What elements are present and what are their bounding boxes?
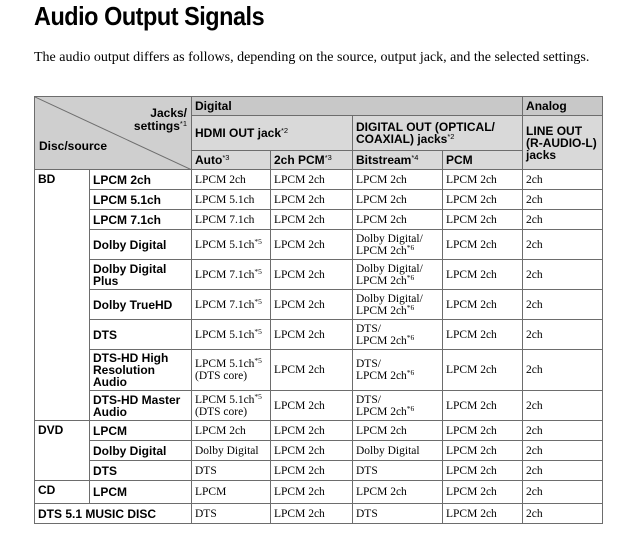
bitstream-cell: DTS <box>353 504 443 524</box>
auto-cell: LPCM $5.1ch^{*5}$ (DTS core) <box>192 391 271 421</box>
bitstream-cell: Dolby Digital/ LPCM $2ch^{*6}$ <box>353 230 443 260</box>
pcm-cell: LPCM 2ch <box>443 320 523 350</box>
pcm-cell: LPCM 2ch <box>443 350 523 391</box>
pcm-cell: LPCM 2ch <box>443 190 523 210</box>
auto-header: Auto$^{*3}$ <box>192 151 271 170</box>
line-out-cell: 2ch <box>523 230 603 260</box>
table-row <box>35 290 603 320</box>
line-out-cell: 2ch <box>523 350 603 391</box>
table-row <box>35 260 603 290</box>
source-cell: DTS-HD Master Audio <box>90 391 192 421</box>
table-row <box>35 461 603 481</box>
line-out-cell: 2ch <box>523 461 603 481</box>
pcm2ch-cell: LPCM 2ch <box>271 481 353 504</box>
source-cell: Dolby Digital <box>90 230 192 260</box>
pcm-header: PCM <box>443 151 523 170</box>
line-out-cell: 2ch <box>523 481 603 504</box>
pcm-cell: LPCM 2ch <box>443 230 523 260</box>
source-cell: DTS <box>90 320 192 350</box>
source-cell: LPCM <box>90 421 192 441</box>
line-out-cell: 2ch <box>523 290 603 320</box>
source-cell: DTS <box>90 461 192 481</box>
auto-cell: LPCM $7.1ch^{*5}$ <box>192 260 271 290</box>
table-row <box>35 230 603 260</box>
hdmi-out-header: HDMI OUT jack$^{*2}$ <box>192 116 353 151</box>
source-cell: Dolby Digital Plus <box>90 260 192 290</box>
line-out-cell: 2ch <box>523 190 603 210</box>
header-diagonal-cell <box>35 97 192 170</box>
line-out-cell: 2ch <box>523 421 603 441</box>
table-row <box>35 210 603 230</box>
table-row <box>35 320 603 350</box>
table-row <box>35 170 603 190</box>
line-out-cell: 2ch <box>523 170 603 190</box>
pcm-cell: LPCM 2ch <box>443 170 523 190</box>
table-row <box>35 481 603 504</box>
intro-paragraph: The audio output differs as follows, depending on the source, output jack, and the selected settings. <box>34 50 590 65</box>
bitstream-cell: LPCM 2ch <box>353 210 443 230</box>
auto-cell: LPCM 5.1ch <box>192 190 271 210</box>
analog-header: Analog <box>523 97 603 116</box>
bitstream-cell: Dolby Digital/ LPCM $2ch^{*6}$ <box>353 260 443 290</box>
line-out-cell: 2ch <box>523 504 603 524</box>
bitstream-cell: DTS/ LPCM $2ch^{*6}$ <box>353 391 443 421</box>
table-row <box>35 421 603 441</box>
bitstream-cell: LPCM 2ch <box>353 190 443 210</box>
audio-output-table <box>34 96 603 524</box>
group-dts-music-disc: DTS 5.1 MUSIC DISC <box>35 504 192 524</box>
auto-cell: LPCM $5.1ch^{*5}$ <box>192 320 271 350</box>
source-cell: LPCM 7.1ch <box>90 210 192 230</box>
pcm-cell: LPCM 2ch <box>443 461 523 481</box>
table-row <box>35 504 603 524</box>
pcm2ch-cell: LPCM 2ch <box>271 421 353 441</box>
line-out-cell: 2ch <box>523 391 603 421</box>
page-title: Audio Output Signals <box>34 1 265 31</box>
group-dvd: DVD <box>35 421 90 481</box>
pcm-cell: LPCM 2ch <box>443 441 523 461</box>
source-cell: LPCM 2ch <box>90 170 192 190</box>
auto-cell: LPCM 7.1ch <box>192 210 271 230</box>
pcm-cell: LPCM 2ch <box>443 290 523 320</box>
auto-cell: LPCM 2ch <box>192 421 271 441</box>
pcm2ch-cell: LPCM 2ch <box>271 190 353 210</box>
pcm2ch-cell: LPCM 2ch <box>271 320 353 350</box>
bitstream-cell: LPCM 2ch <box>353 170 443 190</box>
digital-header: Digital <box>192 97 523 116</box>
group-cd: CD <box>35 481 90 504</box>
auto-cell: DTS <box>192 461 271 481</box>
bitstream-cell: DTS <box>353 461 443 481</box>
bitstream-cell: LPCM 2ch <box>353 481 443 504</box>
bitstream-cell: DTS/ LPCM $2ch^{*6}$ <box>353 350 443 391</box>
source-cell: LPCM 5.1ch <box>90 190 192 210</box>
table-row <box>35 441 603 461</box>
table-row <box>35 350 603 391</box>
pcm2ch-cell: LPCM 2ch <box>271 170 353 190</box>
pcm2ch-cell: LPCM 2ch <box>271 230 353 260</box>
table-row <box>35 391 603 421</box>
pcm2ch-cell: LPCM 2ch <box>271 290 353 320</box>
source-cell: DTS-HD High Resolution Audio <box>90 350 192 391</box>
pcm-cell: LPCM 2ch <box>443 481 523 504</box>
group-bd: BD <box>35 170 90 421</box>
table-row <box>35 190 603 210</box>
pcm-cell: LPCM 2ch <box>443 504 523 524</box>
pcm2ch-header: 2ch PCM$^{*3}$ <box>271 151 353 170</box>
auto-cell: LPCM $5.1ch^{*5}$ (DTS core) <box>192 350 271 391</box>
pcm-cell: LPCM 2ch <box>443 391 523 421</box>
pcm2ch-cell: LPCM 2ch <box>271 441 353 461</box>
auto-cell: LPCM <box>192 481 271 504</box>
pcm2ch-cell: LPCM 2ch <box>271 350 353 391</box>
pcm-cell: LPCM 2ch <box>443 260 523 290</box>
auto-cell: Dolby Digital <box>192 441 271 461</box>
line-out-header: LINE OUT (R-AUDIO-L) jacks <box>523 116 603 170</box>
line-out-cell: 2ch <box>523 320 603 350</box>
pcm2ch-cell: LPCM 2ch <box>271 391 353 421</box>
bitstream-header: Bitstream$^{*4}$ <box>353 151 443 170</box>
line-out-cell: 2ch <box>523 260 603 290</box>
pcm2ch-cell: LPCM 2ch <box>271 210 353 230</box>
pcm2ch-cell: LPCM 2ch <box>271 504 353 524</box>
disc-source-label: Disc/source <box>39 139 108 153</box>
auto-cell: LPCM $5.1ch^{*5}$ <box>192 230 271 260</box>
pcm-cell: LPCM 2ch <box>443 421 523 441</box>
pcm2ch-cell: LPCM 2ch <box>271 260 353 290</box>
auto-cell: DTS <box>192 504 271 524</box>
line-out-cell: 2ch <box>523 441 603 461</box>
auto-cell: LPCM 2ch <box>192 170 271 190</box>
source-cell: Dolby Digital <box>90 441 192 461</box>
bitstream-cell: DTS/ LPCM $2ch^{*6}$ <box>353 320 443 350</box>
line-out-cell: 2ch <box>523 210 603 230</box>
bitstream-cell: Dolby Digital/ LPCM $2ch^{*6}$ <box>353 290 443 320</box>
jacks-settings-label: Jacks/ settings$^{*1}$ <box>133 106 187 133</box>
pcm-cell: LPCM 2ch <box>443 210 523 230</box>
bitstream-cell: LPCM 2ch <box>353 421 443 441</box>
source-cell: Dolby TrueHD <box>90 290 192 320</box>
source-cell: LPCM <box>90 481 192 504</box>
pcm2ch-cell: LPCM 2ch <box>271 461 353 481</box>
auto-cell: LPCM $7.1ch^{*5}$ <box>192 290 271 320</box>
bitstream-cell: Dolby Digital <box>353 441 443 461</box>
digital-out-header: DIGITAL OUT (OPTICAL/ COAXIAL) jacks$^{*2}$ <box>353 116 523 151</box>
